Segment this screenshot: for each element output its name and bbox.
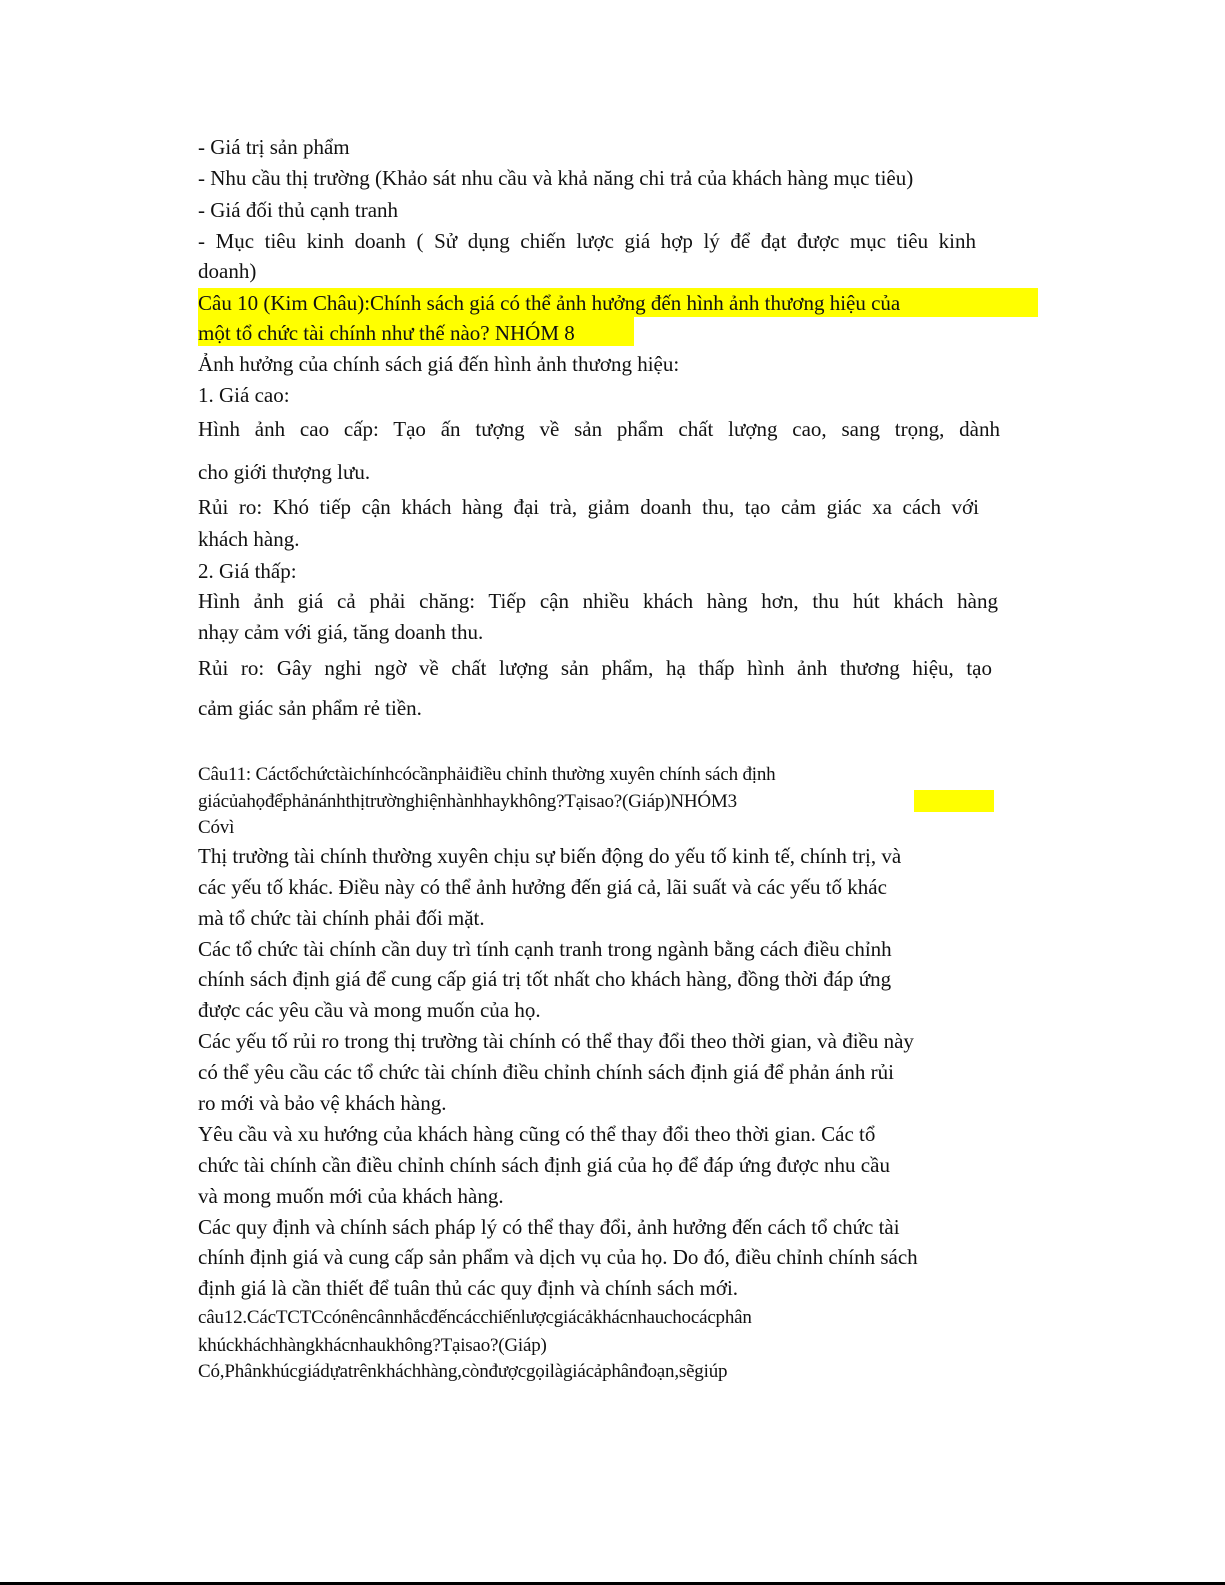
text-line: mà tổ chức tài chính phải đối mặt. <box>198 906 485 930</box>
text-line: nhạy cảm với giá, tăng doanh thu. <box>198 620 484 644</box>
text-line: có thể yêu cầu các tổ chức tài chính điều chỉnh chính sách định giá để phản ánh rủi <box>198 1060 894 1084</box>
question-highlight <box>914 790 994 812</box>
text-line: và mong muốn mới của khách hàng. <box>198 1184 504 1208</box>
text-line: Các yếu tố rủi ro trong thị trường tài chính có thể thay đổi theo thời gian, và điều này <box>198 1029 914 1053</box>
text-line: Ảnh hưởng của chính sách giá đến hình ảnh thương hiệu: <box>198 352 680 376</box>
text-line: - Giá trị sản phẩm <box>198 135 350 159</box>
list-heading: 1. Giá cao: <box>198 383 290 407</box>
text-line: chính định giá và cung cấp sản phẩm và dịch vụ của họ. Do đó, điều chỉnh chính sách <box>198 1245 918 1269</box>
question-heading: câu12.CácTCTCcónêncânnhắcđếncácchiếnlượcgiácảkhácnhauchocácphân <box>198 1307 752 1328</box>
text-line: khách hàng. <box>198 527 300 551</box>
text-line: chức tài chính cần điều chỉnh chính sách định giá của họ để đáp ứng được nhu cầu <box>198 1153 890 1177</box>
question-heading: Câu11: Cáctổchứctàichínhcócầnphảiđiều chỉnh thường xuyên chính sách định <box>198 764 776 785</box>
text-line: Thị trường tài chính thường xuyên chịu sự biến động do yếu tố kinh tế, chính trị, và <box>198 844 902 868</box>
text-line: Yêu cầu và xu hướng của khách hàng cũng có thể thay đổi theo thời gian. Các tổ <box>198 1122 876 1146</box>
text-line: Hình ảnh cao cấp: Tạo ấn tượng về sản phẩm chất lượng cao, sang trọng, dành <box>198 417 1000 441</box>
text-line: Hình ảnh giá cả phải chăng: Tiếp cận nhiều khách hàng hơn, thu hút khách hàng <box>198 589 998 613</box>
text-line: cho giới thượng lưu. <box>198 460 371 484</box>
question-heading: một tổ chức tài chính như thế nào? NHÓM 8 <box>198 321 575 345</box>
text-line: Rủi ro: Gây nghi ngờ về chất lượng sản phẩm, hạ thấp hình ảnh thương hiệu, tạo <box>198 656 992 680</box>
text-line: - Mục tiêu kinh doanh ( Sử dụng chiến lược giá hợp lý để đạt được mục tiêu kinh <box>198 229 976 253</box>
text-line: doanh) <box>198 259 257 283</box>
text-line: ro mới và bảo vệ khách hàng. <box>198 1091 447 1115</box>
text-line: Các tổ chức tài chính cần duy trì tính cạnh tranh trong ngành bằng cách điều chỉnh <box>198 937 892 961</box>
text-line: cảm giác sản phẩm rẻ tiền. <box>198 696 422 720</box>
list-heading: 2. Giá thấp: <box>198 559 297 583</box>
text-line: Rủi ro: Khó tiếp cận khách hàng đại trà, giảm doanh thu, tạo cảm giác xa cách với <box>198 495 979 519</box>
text-line: chính sách định giá để cung cấp giá trị tốt nhất cho khách hàng, đồng thời đáp ứng <box>198 967 892 991</box>
text-line: Cóvì <box>198 817 235 838</box>
text-line: - Giá đối thủ cạnh tranh <box>198 198 399 222</box>
text-line: các yếu tố khác. Điều này có thể ảnh hưởng đến giá cả, lãi suất và các yếu tố khác <box>198 875 887 899</box>
text-line: được các yêu cầu và mong muốn của họ. <box>198 998 541 1022</box>
text-line: Các quy định và chính sách pháp lý có thể thay đổi, ảnh hưởng đến cách tổ chức tài <box>198 1215 900 1239</box>
text-line: - Nhu cầu thị trường (Khảo sát nhu cầu và khả năng chi trả của khách hàng mục tiêu) <box>198 166 914 190</box>
question-heading: khúckháchhàngkhácnhaukhông?Tạisao?(Giáp) <box>198 1335 547 1356</box>
text-line: định giá là cần thiết để tuân thủ các quy định và chính sách mới. <box>198 1276 739 1300</box>
question-heading: Câu 10 (Kim Châu):Chính sách giá có thể ảnh hưởng đến hình ảnh thương hiệu của <box>198 291 901 315</box>
text-line: Có,Phânkhúcgiádựatrênkháchhàng,cònđượcgọilàgiácảphânđoạn,sẽgiúp <box>198 1361 728 1382</box>
question-heading: giácủahọđểphảnánhthịtrườnghiệnhànhhaykhông?Tạisao?(Giáp)NHÓM3 <box>198 791 737 812</box>
